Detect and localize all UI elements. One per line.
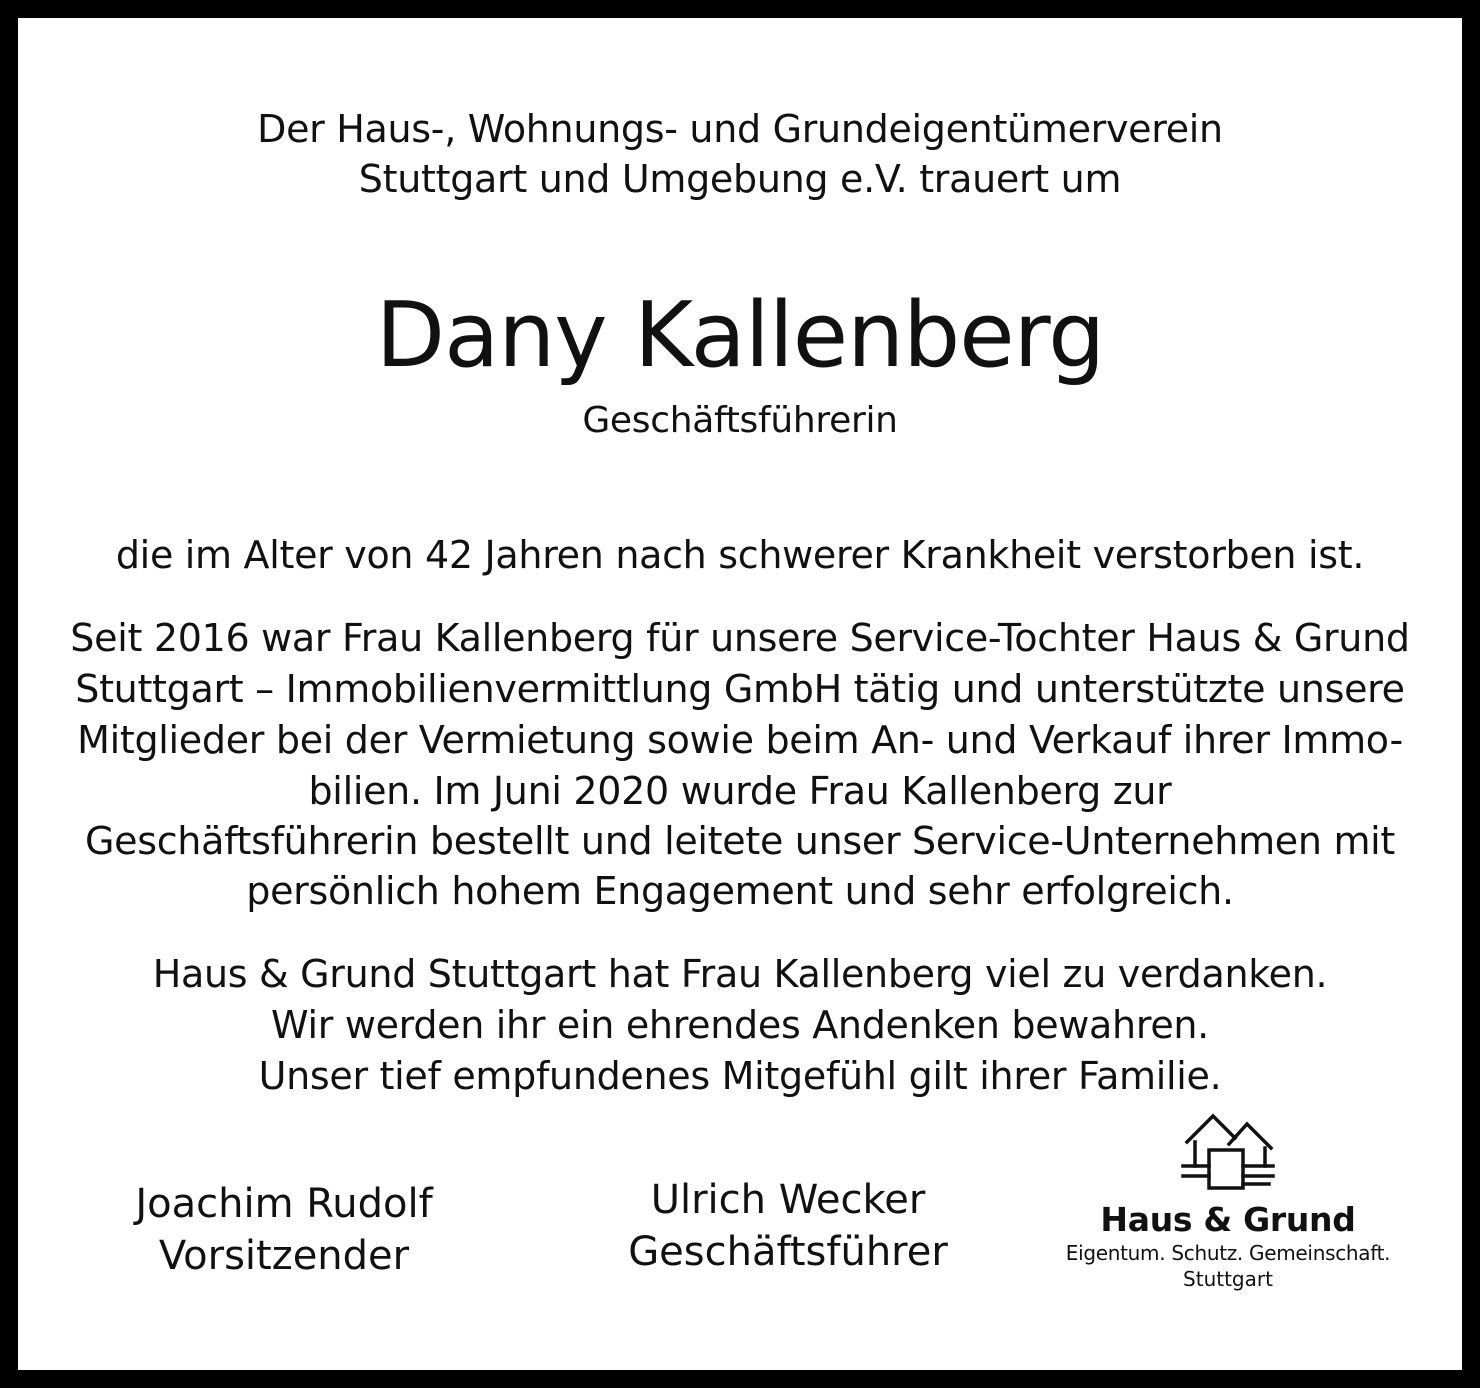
- signatory-name: Ulrich Wecker: [650, 1177, 926, 1223]
- closing-line: Unser tief empfundenes Mitgefühl gilt ihrer Familie.: [258, 1054, 1222, 1098]
- paragraph-line: bilien. Im Juni 2020 wurde Frau Kallenberg zur: [308, 769, 1172, 813]
- obituary-card: [18, 18, 1462, 1370]
- age-line: die im Alter von 42 Jahren nach schwerer Krankheit verstorben ist.: [115, 533, 1365, 577]
- header-line-1: Der Haus-, Wohnungs- und Grundeigentümerverein: [257, 107, 1223, 151]
- signatory-name: Joachim Rudolf: [135, 1181, 433, 1227]
- signatory-rudolf: [118, 1178, 450, 1282]
- signatory-role: Geschäftsführer: [628, 1229, 948, 1275]
- signatory-role: Vorsitzender: [158, 1233, 410, 1279]
- logo-tagline: Eigentum. Schutz. Gemeinschaft.: [1065, 1241, 1391, 1265]
- closing-line: Wir werden ihr ein ehrendes Andenken bewahren.: [271, 1003, 1209, 1047]
- signatory-wecker: [618, 1174, 958, 1278]
- closing-line: Haus & Grund Stuttgart hat Frau Kallenberg viel zu verdanken.: [152, 952, 1328, 996]
- paragraph-line: Seit 2016 war Frau Kallenberg für unsere Service-Tochter Haus & Grund: [70, 616, 1410, 660]
- deceased-name: Dany Kallenberg: [375, 283, 1105, 388]
- paragraph-line: Geschäftsführerin bestellt und leitete unser Service-Unternehmen mit: [84, 819, 1396, 863]
- paragraph-line: persönlich hohem Engagement und sehr erfolgreich.: [246, 869, 1234, 913]
- deceased-title: Geschäftsführerin: [582, 400, 898, 441]
- houses-icon: [1058, 1110, 1398, 1192]
- haus-und-grund-logo: [1058, 1110, 1398, 1292]
- paragraph-line: Mitglieder bei der Vermietung sowie beim An- und Verkauf ihrer Immo-: [77, 718, 1403, 762]
- logo-brand: Haus & Grund: [1100, 1200, 1356, 1239]
- paragraph-line: Stuttgart – Immobilienvermittlung GmbH tätig und unterstützte unsere: [75, 667, 1405, 711]
- logo-city: Stuttgart: [1183, 1267, 1273, 1291]
- header-line-2: Stuttgart und Umgebung e.V. trauert um: [358, 157, 1122, 201]
